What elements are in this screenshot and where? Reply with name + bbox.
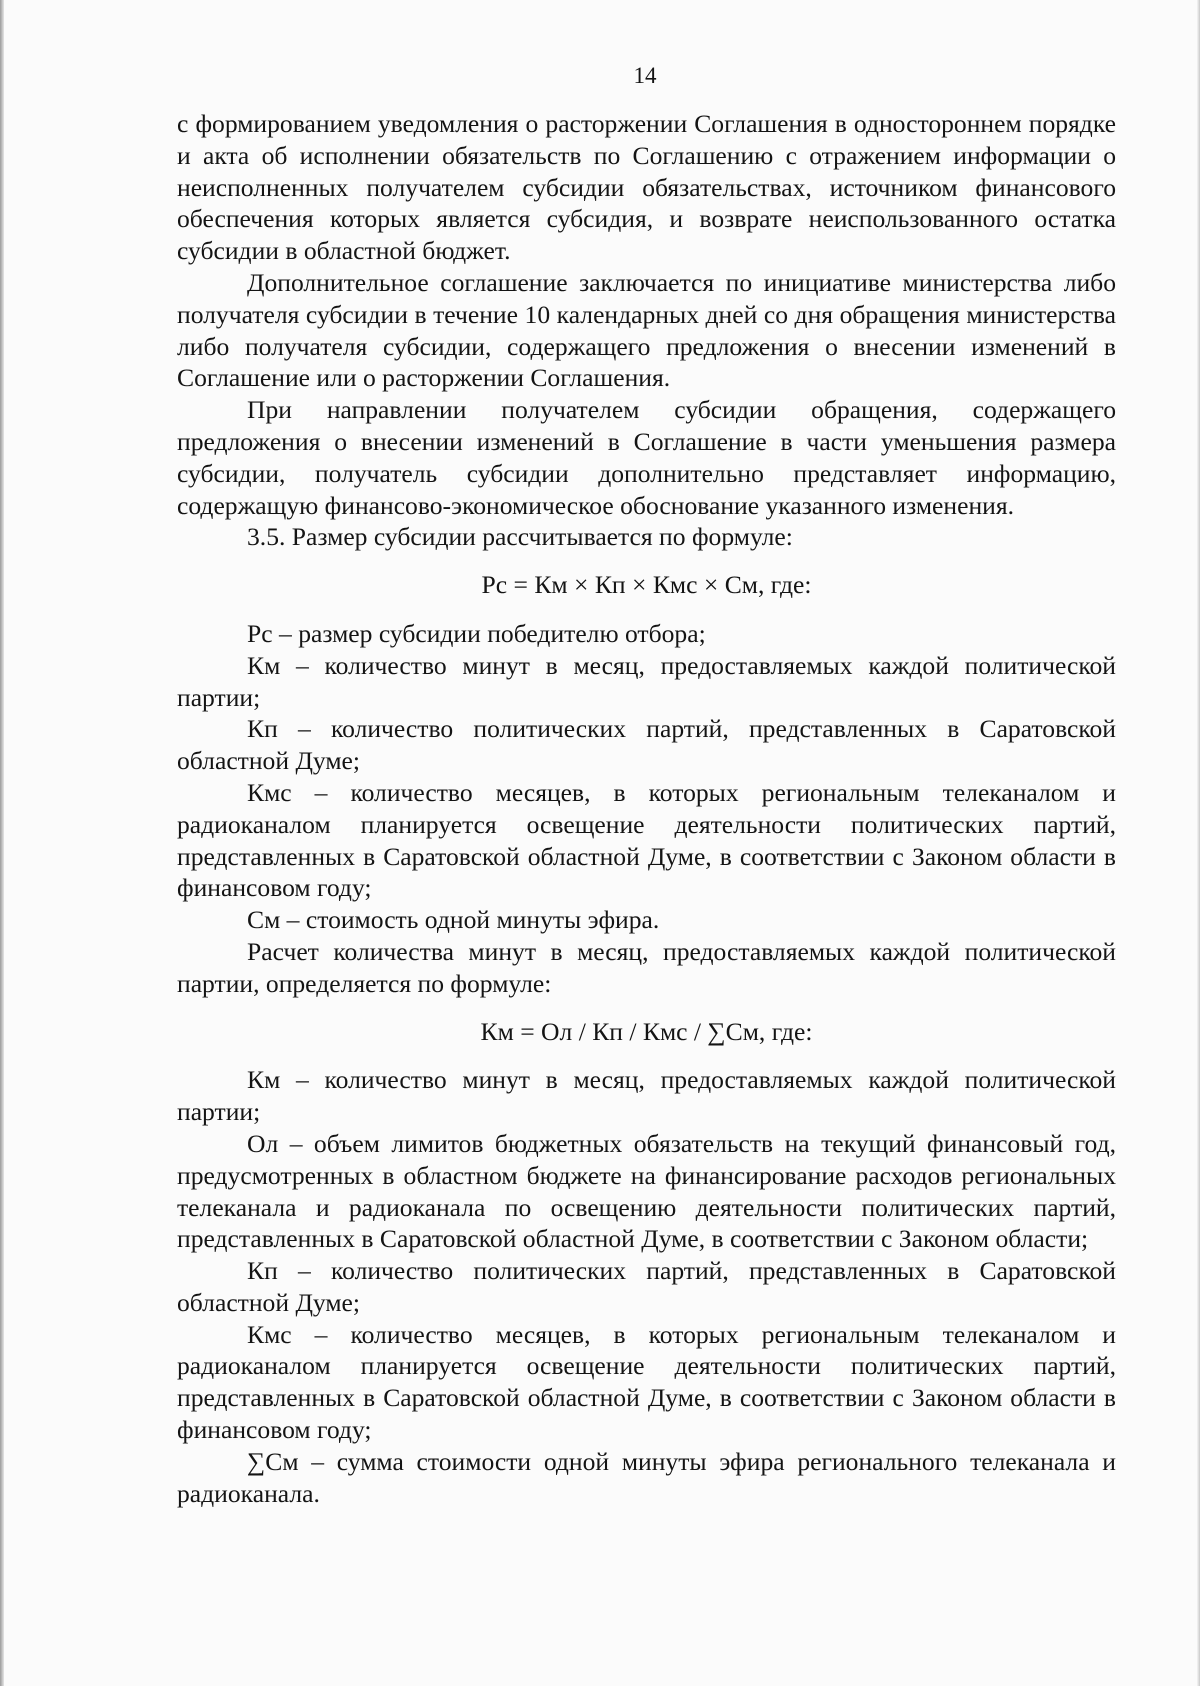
definition-km-2: Км – количество минут в месяц, предоставляемых каждой политической партии;	[177, 1065, 1116, 1127]
paragraph-continuation: с формированием уведомления о расторжении Соглашения в одностороннем порядке и акта об исполнении обязательств по Соглашению с отражением информации о неисполненных получателем субсидии обязательствах, источником финансового обеспечения которых является субсидия, и возврате неиспользованного остатка субсидии в областной бюджет.	[177, 109, 1116, 266]
paragraph-section-3-5: 3.5. Размер субсидии рассчитывается по формуле:	[247, 522, 793, 552]
definition-kms-2: Кмс – количество месяцев, в которых региональным телеканалом и радиоканалом планируется освещение деятельности политических партий, представленных в Саратовской областной Думе, в соответствии с Законом области в финансовом году;	[177, 1319, 1116, 1445]
definition-rs: Рс – размер субсидии победителю отбора;	[247, 618, 706, 648]
definition-sm: См – стоимость одной минуты эфира.	[247, 905, 660, 935]
definition-ol: Ол – объем лимитов бюджетных обязательств на текущий финансовый год, предусмотренных в областном бюджете на финансирование расходов региональных телеканала и радиоканала по освещению деятельности политических партий, представленных в Саратовской областной Думе, в соответствии с Законом области;	[177, 1128, 1116, 1254]
definition-kp: Кп – количество политических партий, представленных в Саратовской областной Думе;	[177, 714, 1116, 776]
definition-sum-sm: ∑См – сумма стоимости одной минуты эфира регионального телеканала и радиоканала.	[177, 1446, 1116, 1508]
definition-kms: Кмс – количество месяцев, в которых региональным телеканалом и радиоканалом планируется освещение деятельности политических партий, представленных в Саратовской областной Думе, в соответствии с Законом области в финансовом году;	[177, 777, 1116, 903]
paragraph-minutes-calculation: Расчет количества минут в месяц, предоставляемых каждой политической партии, определяется по формуле:	[177, 936, 1116, 998]
formula-subsidy-size: Рс = Км × Кп × Кмс × См, где:	[481, 570, 812, 600]
scan-edge-left	[0, 0, 4, 1686]
paragraph-reduction-request: При направлении получателем субсидии обращения, содержащего предложения о внесении изменений в Соглашение в части уменьшения размера субсидии, получатель субсидии дополнительно представляет информацию, содержащую финансово-экономическое обоснование указанного изменения.	[177, 395, 1116, 520]
paragraph-additional-agreement: Дополнительное соглашение заключается по инициативе министерства либо получателя субсидии в течение 10 календарных дней со дня обращения министерства либо получателя субсидии, содержащего предложения о внесении изменений в Соглашение или о расторжении Соглашения.	[177, 267, 1116, 393]
definition-kp-2: Кп – количество политических партий, представленных в Саратовской областной Думе;	[177, 1256, 1116, 1317]
page-number: 14	[633, 63, 657, 88]
formula-minutes: Км = Ол / Кп / Кмс / ∑См, где:	[480, 1016, 813, 1046]
document-body	[177, 108, 1116, 1509]
definition-km: Км – количество минут в месяц, предоставляемых каждой политической партии;	[177, 650, 1116, 712]
